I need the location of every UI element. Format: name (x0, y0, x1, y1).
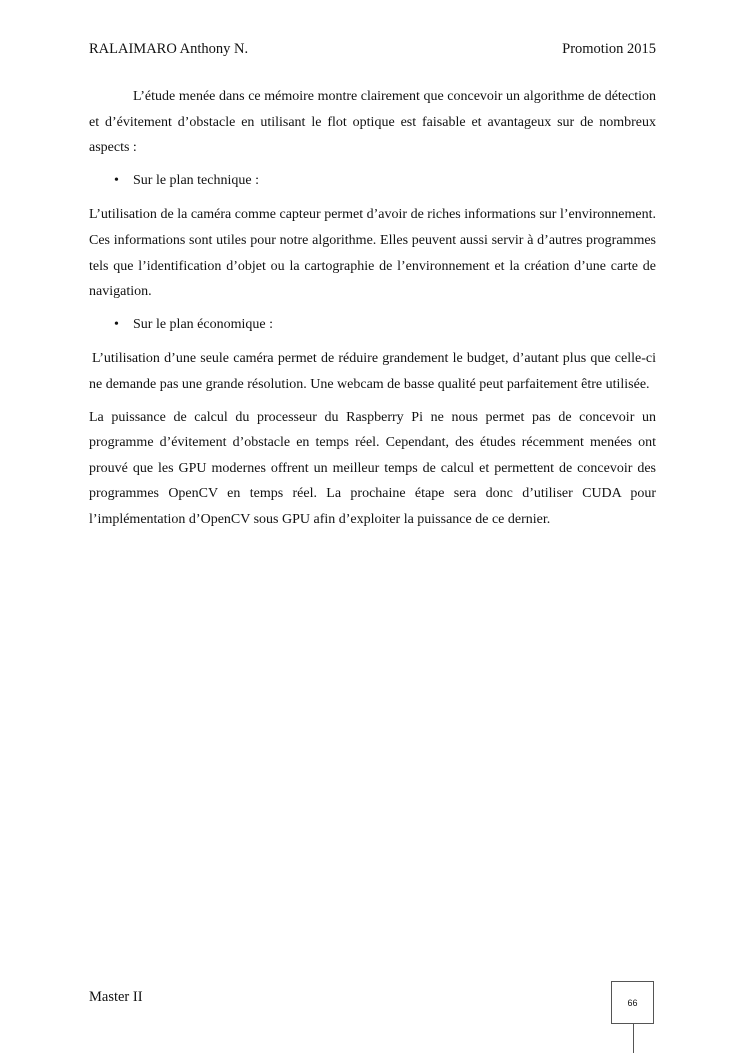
header-promotion: Promotion 2015 (562, 41, 656, 57)
document-body (89, 84, 656, 540)
header-author: RALAIMARO Anthony N. (89, 41, 249, 57)
footer-degree: Master II (89, 989, 143, 1005)
bullet-label-economic: Sur le plan économique : (133, 316, 273, 332)
bullet-item-technical (89, 168, 656, 194)
page-number-box (611, 981, 654, 1024)
bullet-label-technical: Sur le plan technique : (133, 172, 259, 188)
bullet-dot-icon: • (114, 172, 119, 188)
page-header (89, 41, 656, 63)
economic-paragraph: L’utilisation d’une seule caméra permet de réduire grandement le budget, d’autant plus que celle-ci ne demande pas une grande résolution. Une webcam de basse qualité peut parfaitement être utilisée. (89, 351, 656, 392)
bullet-list-economic (89, 312, 656, 338)
page-number-stem (633, 1024, 634, 1053)
technical-paragraph: L’utilisation de la caméra comme capteur permet d’avoir de riches informations sur l’environnement. Ces informations sont utiles pour notre algorithme. Elles peuvent aussi servir à d’autres programmes tels que l’identification d’objet ou la cartographie de l’environnement et la création d’une carte de navigation. (89, 207, 656, 300)
page-number: 66 (627, 997, 638, 1008)
bullet-list-technical (89, 168, 656, 194)
bullet-dot-icon: • (114, 316, 119, 332)
intro-paragraph: L’étude menée dans ce mémoire montre clairement que concevoir un algorithme de détection et d’évitement d’obstacle en utilisant le flot optique est faisable et avantageux sur de nombreux aspects : (89, 89, 656, 156)
bullet-item-economic (89, 312, 656, 338)
conclusion-paragraph: La puissance de calcul du processeur du Raspberry Pi ne nous permet pas de concevoir un programme d’évitement d’obstacle en temps réel. Cependant, des études récemment menées ont prouvé que les GPU modernes offrent un meilleur temps de calcul et permettent de concevoir des programmes OpenCV en temps réel. La prochaine étape sera donc d’utiliser CUDA pour l’implémentation d’OpenCV sous GPU afin d’exploiter la puissance de ce dernier. (89, 409, 656, 527)
